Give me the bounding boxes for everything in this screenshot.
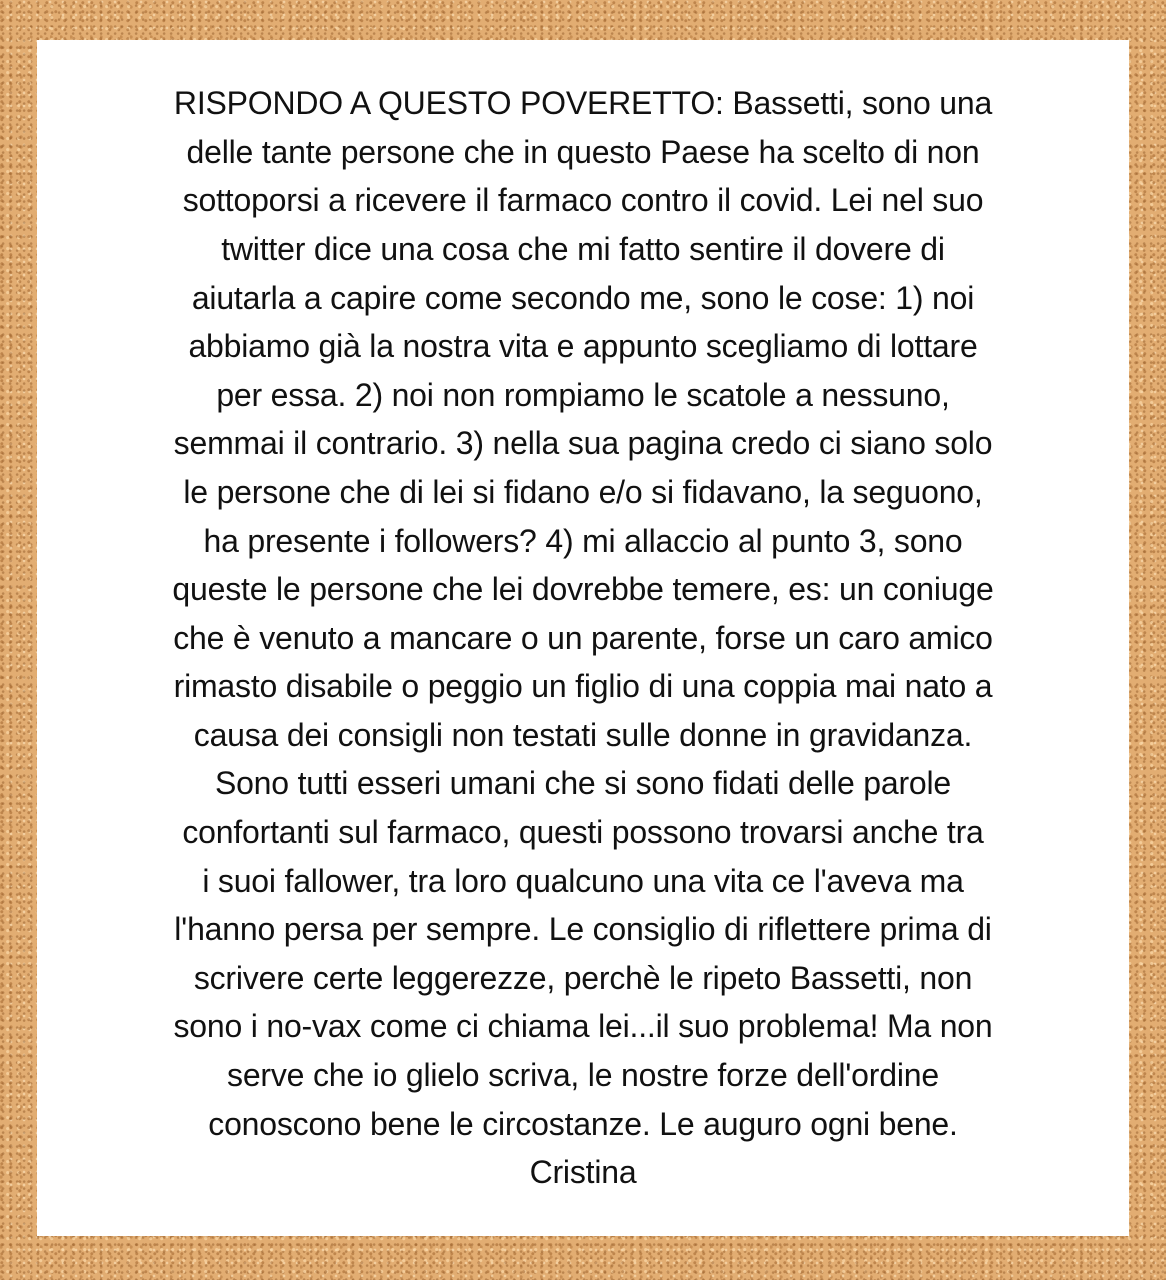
note-line: semmai il contrario. 3) nella sua pagina credo ci siano solo <box>173 425 993 462</box>
note-line: ha presente i followers? 4) mi allaccio al punto 3, sono <box>203 522 963 559</box>
note-line: sottoporsi a ricevere il farmaco contro il covid. Lei nel suo <box>182 182 984 219</box>
note-line: causa dei consigli non testati sulle donne in gravidanza. <box>193 716 973 753</box>
note-line: che è venuto a mancare o un parente, forse un caro amico <box>173 619 993 656</box>
note-line: per essa. 2) noi non rompiamo le scatole a nessuno, <box>216 376 950 413</box>
note-line: conoscono bene le circostanze. Le auguro ogni bene. <box>208 1105 958 1142</box>
note-line: Sono tutti esseri umani che si sono fidati delle parole <box>214 765 952 802</box>
note-signature: Cristina <box>529 1154 637 1191</box>
note-line: serve che io glielo scriva, le nostre forze dell'ordine <box>227 1057 939 1094</box>
note-line: delle tante persone che in questo Paese ha scelto di non <box>186 133 980 170</box>
note-line: abbiamo già la nostra vita e appunto scegliamo di lottare <box>188 328 978 365</box>
note-line: le persone che di lei si fidano e/o si fidavano, la seguono, <box>183 473 983 510</box>
note-line: sono i no-vax come ci chiama lei...il suo problema! Ma non <box>173 1008 993 1045</box>
note-line: queste le persone che lei dovrebbe temere, es: un coniuge <box>172 571 994 608</box>
note-line: confortanti sul farmaco, questi possono trovarsi anche tra <box>182 814 984 851</box>
note-text <box>58 79 1108 1197</box>
note-line: i suoi fallower, tra loro qualcuno una vita ce l'aveva ma <box>202 862 964 899</box>
note-line: aiutarla a capire come secondo me, sono le cose: 1) noi <box>191 279 975 316</box>
note-line: scrivere certe leggerezze, perchè le ripeto Bassetti, non <box>193 959 973 996</box>
note-line: RISPONDO A QUESTO POVERETTO: Bassetti, sono una <box>173 85 993 122</box>
note-card <box>37 40 1129 1236</box>
note-line: l'hanno persa per sempre. Le consiglio di riflettere prima di <box>174 911 992 948</box>
note-line: twitter dice una cosa che mi fatto sentire il dovere di <box>221 230 945 267</box>
note-line: rimasto disabile o peggio un figlio di una coppia mai nato a <box>173 668 993 705</box>
